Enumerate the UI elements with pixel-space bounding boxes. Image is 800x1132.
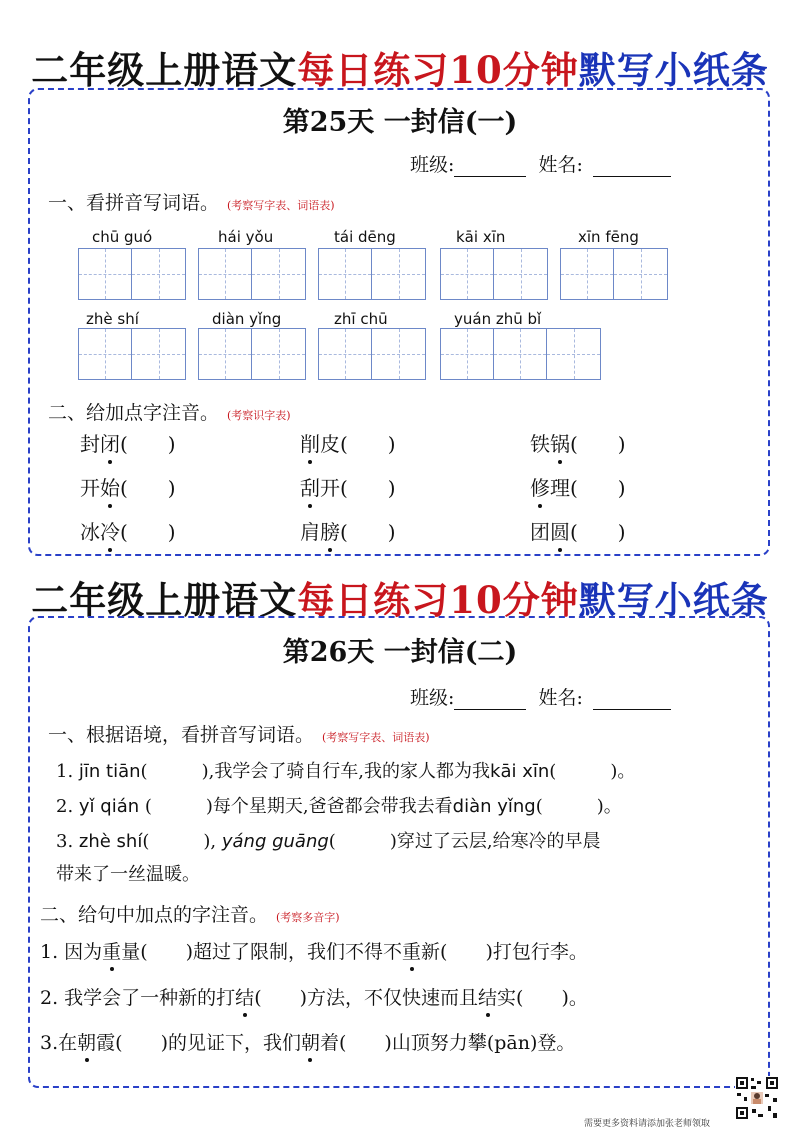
day25-class-name-line [410,150,671,177]
sentence-text: ( )穿过了云层,给寒冷的早晨 [328,831,601,852]
pinyin-label: zhī chū [334,310,388,328]
pinyin-label: zhè shí [86,310,139,328]
day25-section2-heading [48,398,291,425]
sentence-text: ( )。 [549,761,636,782]
name-field[interactable] [593,156,671,177]
dotted-char: 重 [102,937,121,964]
answer-parentheses[interactable]: ( ) [570,432,626,456]
header-red: 每日练习10分钟 [297,578,579,622]
question-1 [40,937,588,964]
answer-parentheses[interactable]: ( ) [340,432,396,456]
sentence-text: ( ),我学会了骑自行车,我的家人都为我 [140,761,491,782]
pinyin-label: yuán zhū bǐ [454,310,542,328]
dotted-char: 结 [235,983,254,1010]
name-label: 姓名: [538,154,583,176]
writing-grid[interactable] [78,328,186,380]
question-text: ( )方法，不仅快速而且 [254,987,479,1009]
sentence-number: 1. [56,761,79,782]
name-label: 姓名: [538,687,583,709]
dotted-char: 结 [478,983,497,1010]
zhuyin-char: 肩 [300,520,320,544]
class-label: 班级: [410,154,455,176]
sentence-3 [56,827,601,853]
answer-parentheses[interactable]: ( ) [570,520,626,544]
question-text: 量( )超过了限制，我们不得不 [121,941,403,963]
day26-title: 第26天 一封信(二) [282,637,518,668]
section-note: (考察写字表、词语表) [227,199,335,212]
sentence-text: ( ), [142,831,222,852]
answer-parentheses[interactable]: ( ) [120,432,176,456]
pinyin-label: diàn yǐng [212,310,282,328]
sentence-number: 2. [56,796,79,817]
answer-parentheses[interactable]: ( ) [120,520,176,544]
zhuyin-char: 封 [80,432,100,456]
class-label: 班级: [410,687,455,709]
zhuyin-item[interactable] [530,516,626,545]
header-black: 二年级上册语文 [31,48,298,92]
dotted-char: 朝 [77,1028,96,1055]
answer-parentheses[interactable]: ( ) [120,476,176,500]
zhuyin-char: 皮 [320,432,340,456]
zhuyin-item[interactable] [80,516,176,545]
answer-parentheses[interactable]: ( ) [340,476,396,500]
section-note: (考察多音字) [276,911,340,924]
writing-grid[interactable] [318,248,426,300]
question-text: 霞( )的见证下，我们 [96,1032,301,1054]
zhuyin-item[interactable] [80,428,176,457]
sentence-text: ( )。 [535,796,622,817]
dotted-char: 朝 [301,1028,320,1055]
pinyin-text: yǐ qián [78,796,140,817]
zhuyin-char: 刮 [300,472,320,501]
pinyin-label: chū guó [92,228,153,246]
zhuyin-char: 冰 [80,520,100,544]
sentence-3-continued: 带来了一丝温暖。 [56,864,200,885]
question-text: 实( )。 [497,987,588,1009]
pinyin-text: diàn yǐng [452,796,536,817]
sentence-1 [56,757,635,783]
zhuyin-char: 锅 [550,428,570,457]
day25-section1-heading [48,188,335,215]
pinyin-text: zhè shí [78,831,143,852]
footer-note: 需要更多资料请添加张老师领取 [584,1119,711,1129]
pinyin-text: kāi xīn [490,761,550,782]
zhuyin-char: 开 [80,476,100,500]
question-text: 新( )打包行李。 [421,941,588,963]
day25-title: 第25天 一封信(一) [282,107,518,138]
header-red: 每日练习10分钟 [297,48,579,92]
pinyin-label: kāi xīn [456,228,506,246]
pinyin-text: jīn tiān [78,761,141,782]
header-black: 二年级上册语文 [31,578,298,622]
section-note: (考察识字表) [227,409,291,422]
section-title: 一、看拼音写词语。 [48,192,220,214]
writing-grid[interactable] [560,248,668,300]
question-text: 着( )山顶努力攀(pān)登。 [320,1032,576,1054]
section-note: (考察写字表、词语表) [322,731,430,744]
question-text: 1. 因为 [40,941,103,963]
sentence-text: ( )每个星期天,爸爸都会带我去看 [139,796,453,817]
writing-grid[interactable] [440,328,601,380]
question-2 [40,983,588,1010]
zhuyin-char: 铁 [530,432,550,456]
writing-grid[interactable] [440,248,548,300]
question-3 [40,1028,575,1055]
sentence-number: 3. [56,831,79,852]
section-title: 一、根据语境，看拼音写词语。 [48,724,315,746]
zhuyin-char: 团 [530,520,550,544]
zhuyin-item[interactable] [300,428,396,457]
pinyin-label: xīn fēng [578,228,639,246]
zhuyin-char: 冷 [100,516,120,545]
writing-grid[interactable] [78,248,186,300]
writing-grid[interactable] [198,328,306,380]
header-blue: 默写小纸条 [578,48,769,92]
day26-section1-heading [48,720,430,747]
class-field[interactable] [454,689,526,710]
day26-class-name-line [410,683,671,710]
answer-parentheses[interactable]: ( ) [570,476,626,500]
zhuyin-char: 理 [550,476,570,500]
pinyin-label: tái dēng [334,228,396,246]
zhuyin-char: 修 [530,472,550,501]
zhuyin-char: 闭 [100,428,120,457]
zhuyin-item[interactable] [300,472,396,501]
dotted-char: 重 [402,937,421,964]
zhuyin-char: 圆 [550,516,570,545]
zhuyin-char: 削 [300,428,320,457]
zhuyin-item[interactable] [530,472,626,501]
header-blue: 默写小纸条 [578,578,769,622]
pinyin-text: yáng guāng [221,831,329,852]
zhuyin-item[interactable] [300,516,396,545]
question-text: 2. 我学会了一种新的打 [40,987,236,1009]
pinyin-label: hái yǒu [218,228,274,246]
writing-grid[interactable] [318,328,426,380]
zhuyin-item[interactable] [80,472,176,501]
section-title: 二、给句中加点的字注音。 [40,904,269,926]
qr-code-icon [735,1076,779,1120]
zhuyin-item[interactable] [530,428,626,457]
header-title-1 [0,40,800,94]
class-field[interactable] [454,156,526,177]
writing-grid[interactable] [198,248,306,300]
name-field[interactable] [593,689,671,710]
zhuyin-char: 始 [100,472,120,501]
answer-parentheses[interactable]: ( ) [340,520,396,544]
zhuyin-char: 开 [320,476,340,500]
sentence-2 [56,792,622,818]
day26-section2-heading [40,900,340,927]
question-text: 3.在 [40,1032,78,1054]
zhuyin-char: 膀 [320,516,340,545]
section-title: 二、给加点字注音。 [48,402,220,424]
